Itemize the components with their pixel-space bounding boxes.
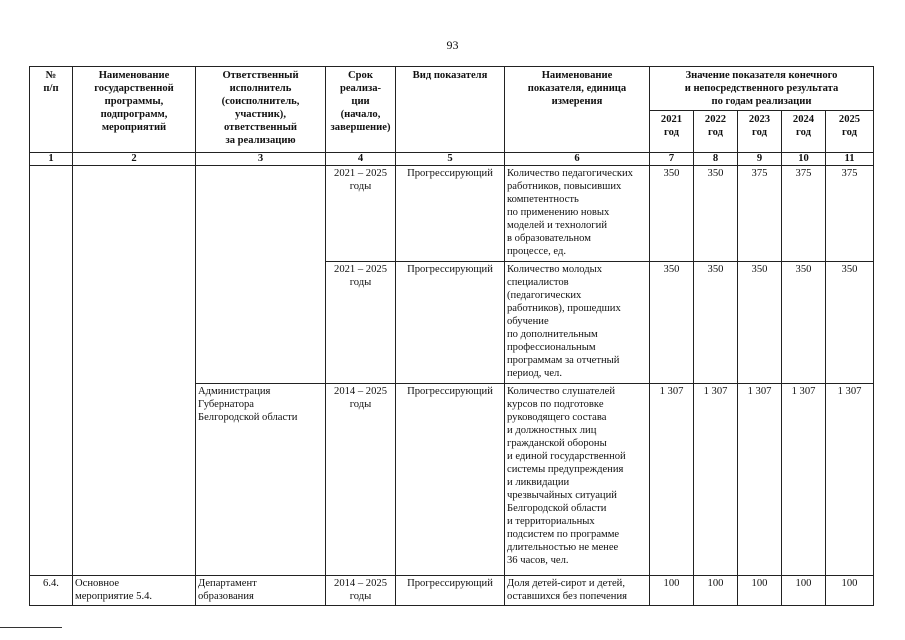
value-2022-cell: 1 307 [694, 384, 738, 576]
column-number: 3 [196, 153, 326, 166]
indicator-type-cell: Прогрессирующий [396, 166, 505, 262]
indicator-type-cell: Прогрессирующий [396, 384, 505, 576]
value-2024-cell: 375 [782, 166, 826, 262]
indicator-name-cell: Количество слушателей курсов по подготовке руководящего состава и должностных лиц гражданской обороны и единой государственной системы предупреждения и ликвидации чрезвычайных ситуаций Белгородской области и территориальных подсистем по программе длительностью не менее 36 часов, чел. [505, 384, 650, 576]
header-year-2022: 2022 год [694, 111, 738, 153]
column-number: 6 [505, 153, 650, 166]
column-number: 5 [396, 153, 505, 166]
value-2025-cell: 350 [826, 262, 874, 384]
indicator-name-cell: Количество молодых специалистов (педагогических работников), прошедших обучение по дополнительным профессиональным программам за отчетный период, чел. [505, 262, 650, 384]
value-2024-cell: 350 [782, 262, 826, 384]
header-executor: Ответственный исполнитель (соисполнитель, участник), ответственный за реализацию [196, 67, 326, 153]
value-2021-cell: 350 [650, 166, 694, 262]
page-number: 93 [446, 38, 459, 52]
indicator-name-cell: Доля детей-сирот и детей, оставшихся без попечения [505, 576, 650, 606]
header-year-2023: 2023 год [738, 111, 782, 153]
value-2025-cell: 375 [826, 166, 874, 262]
executor-cell: Департамент образования [196, 576, 326, 606]
value-2025-cell: 1 307 [826, 384, 874, 576]
period-cell: 2021 – 2025 годы [326, 166, 396, 262]
value-2023-cell: 1 307 [738, 384, 782, 576]
value-2024-cell: 1 307 [782, 384, 826, 576]
indicator-type-cell: Прогрессирующий [396, 262, 505, 384]
value-2024-cell: 100 [782, 576, 826, 606]
value-2022-cell: 100 [694, 576, 738, 606]
scan-edge-line [0, 627, 62, 628]
row-number-cell [30, 166, 73, 576]
column-number: 9 [738, 153, 782, 166]
value-2023-cell: 375 [738, 166, 782, 262]
column-number: 7 [650, 153, 694, 166]
period-cell: 2014 – 2025 годы [326, 576, 396, 606]
header-year-2024: 2024 год [782, 111, 826, 153]
column-number: 10 [782, 153, 826, 166]
indicator-name-cell: Количество педагогических работников, повысивших компетентность по применению новых моделей и технологий в образовательном процессе, ед. [505, 166, 650, 262]
header-number: № п/п [30, 67, 73, 153]
column-number: 2 [73, 153, 196, 166]
value-2023-cell: 100 [738, 576, 782, 606]
table-row [30, 576, 874, 606]
header-values-group: Значение показателя конечного и непосредственного результата по годам реализации [650, 67, 874, 111]
value-2021-cell: 1 307 [650, 384, 694, 576]
table-row [30, 166, 874, 262]
period-cell: 2014 – 2025 годы [326, 384, 396, 576]
header-period: Срок реализа- ции (начало, завершение) [326, 67, 396, 153]
column-number: 11 [826, 153, 874, 166]
value-2021-cell: 100 [650, 576, 694, 606]
program-cell: Основное мероприятие 5.4. [73, 576, 196, 606]
column-number: 4 [326, 153, 396, 166]
row-number-cell: 6.4. [30, 576, 73, 606]
executor-cell [196, 166, 326, 384]
indicator-type-cell: Прогрессирующий [396, 576, 505, 606]
column-number: 8 [694, 153, 738, 166]
header-year-2025: 2025 год [826, 111, 874, 153]
value-2023-cell: 350 [738, 262, 782, 384]
header-indicator-name: Наименование показателя, единица измерения [505, 67, 650, 153]
executor-cell: Администрация Губернатора Белгородской области [196, 384, 326, 576]
period-cell: 2021 – 2025 годы [326, 262, 396, 384]
program-cell [73, 166, 196, 576]
value-2022-cell: 350 [694, 166, 738, 262]
header-indicator-type: Вид показателя [396, 67, 505, 153]
header-program: Наименование государственной программы, подпрограмм, мероприятий [73, 67, 196, 153]
header-year-2021: 2021 год [650, 111, 694, 153]
value-2025-cell: 100 [826, 576, 874, 606]
column-number: 1 [30, 153, 73, 166]
value-2022-cell: 350 [694, 262, 738, 384]
indicators-table [29, 66, 874, 606]
value-2021-cell: 350 [650, 262, 694, 384]
